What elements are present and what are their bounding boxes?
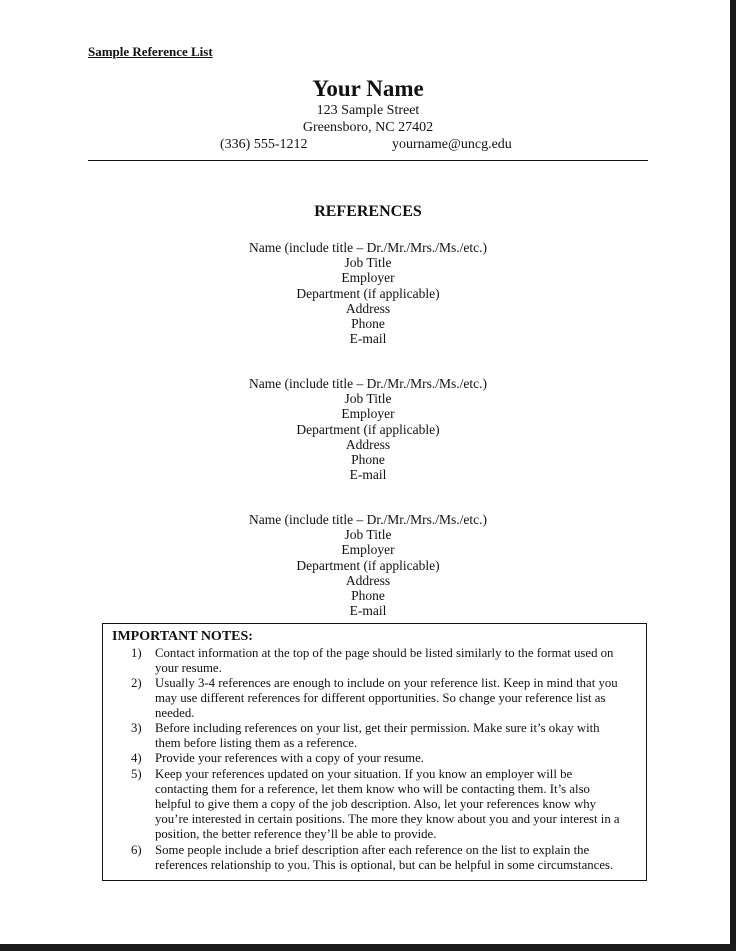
note-text-line: Provide your references with a copy of your resume. [155,751,424,765]
note-text-line: may use different references for different opportunities. So change your reference list as [155,691,606,706]
note-number: 6) [131,843,142,857]
reference-employer: Employer [341,542,395,558]
note-number: 1) [131,646,142,660]
reference-employer: Employer [341,270,395,286]
reference-entry-2 [88,376,648,482]
note-text-line: Before including references on your list, get their permission. Make sure it’s okay with [155,721,600,735]
note-number: 3) [131,721,142,735]
note-text-line: references relationship to you. This is optional, but can be helpful in some circumstances. [155,858,614,873]
references-heading: REFERENCES [314,203,422,220]
reference-address: Address [345,436,391,452]
city-state-zip: Greensboro, NC 27402 [302,120,434,135]
reference-address: Address [345,572,391,588]
note-text-line: Some people include a brief description after each reference on the list to explain the [155,843,590,857]
note-text-line: your resume. [155,661,222,676]
page-frame-bottom-edge [0,944,736,951]
reference-job-title: Job Title [344,391,392,407]
reference-department: Department (if applicable) [296,285,440,301]
reference-department: Department (if applicable) [296,557,440,573]
applicant-name: Your Name [312,76,424,101]
reference-entry-1 [88,240,648,346]
note-text-line: Keep your references updated on your situation. If you know an employer will be [155,767,573,781]
note-text-line: them before listing them as a reference. [155,736,358,751]
reference-phone: Phone [351,452,385,468]
reference-phone: Phone [351,588,385,604]
header-divider [88,160,648,161]
important-notes-heading: IMPORTANT NOTES: [112,629,253,644]
important-notes-box [102,623,647,881]
reference-department: Department (if applicable) [296,421,440,437]
applicant-email: yourname@uncg.edu [392,137,512,152]
reference-job-title: Job Title [344,527,392,543]
page-frame-right-edge [730,0,736,951]
applicant-phone: (336) 555-1212 [220,137,308,152]
note-text-line: needed. [155,706,195,721]
reference-email: E-mail [349,603,387,619]
reference-phone: Phone [351,316,385,332]
note-text-line: contacting them for a reference, let them know who will be contacting them. It’s also [155,782,590,797]
reference-name: Name (include title – Dr./Mr./Mrs./Ms./etc.) [248,512,488,527]
note-text-line: Usually 3-4 references are enough to include on your reference list. Keep in mind that you [155,676,618,690]
note-text-line: position, the better reference they’ll be able to provide. [155,827,437,842]
reference-employer: Employer [341,406,395,422]
note-text-line: you’re interested in certain positions. The more they know about you and your interest in a [155,812,620,827]
sample-title: Sample Reference List [88,44,213,59]
note-number: 2) [131,676,142,690]
reference-entry-3 [88,512,648,618]
reference-name: Name (include title – Dr./Mr./Mrs./Ms./etc.) [248,240,488,255]
note-number: 4) [131,751,142,765]
reference-email: E-mail [349,467,387,483]
note-text-line: Contact information at the top of the page should be listed similarly to the format used on [155,646,614,660]
reference-email: E-mail [349,331,387,347]
reference-address: Address [345,300,391,316]
reference-job-title: Job Title [344,255,392,271]
street-address: 123 Sample Street [316,103,420,118]
note-number: 5) [131,767,142,781]
note-text-line: helpful to give them a copy of the job description. Also, let your references know why [155,797,597,812]
reference-name: Name (include title – Dr./Mr./Mrs./Ms./etc.) [248,376,488,391]
